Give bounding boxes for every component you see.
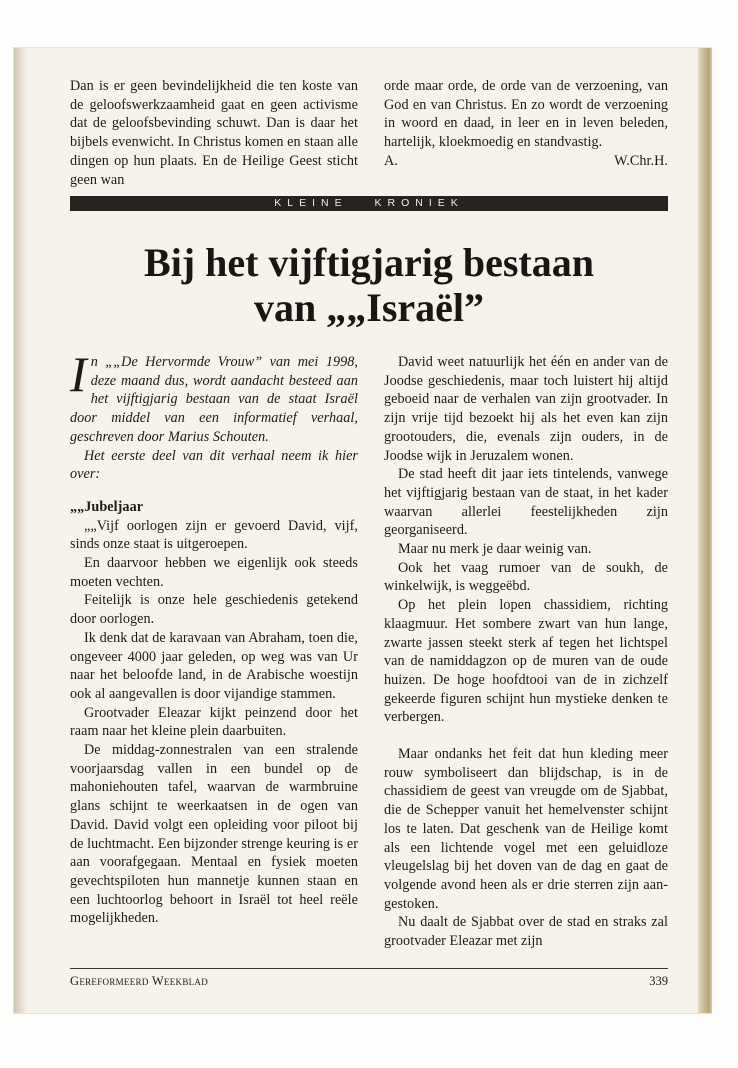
signature-line [384,152,668,171]
article-intro [70,346,358,447]
footer-page-number: 339 [649,974,668,988]
right-paragraph-3: Maar nu merk je daar weinig van. [398,541,592,558]
intro-text: n „„De Hervormde Vrouw” van mei 1998, deze maand dus, wordt aandacht besteed aan het vijftigjarig bestaan van de staat Israël door middel van een informatief verhaal, geschreven door Marius Schouten. [70,354,358,445]
right-paragraph-2: De stad heeft dit jaar iets tintelends, vanwege het vijftigjarig bestaan van de staat, in het kader waarvan allerlei feestelijkheden zijn georganiseerd. [384,466,668,539]
footer-publication: Gereformeerd Weekblad [70,974,209,988]
left-paragraph-6: De middag-zonnestralen van een stralende voorjaarsdag vallen in een bundel op de mahoniehouten tafel, waarvan de warmbruine glans schijnt te weerkaatsen in de ogen van David. David volgt een opleiding voor piloot bij de luchtmacht. Een bijzonder strenge keuring is er aan voorafgegaan. Mentaal en fysiek moeten gevechtspiloten hun mannetje kunnen staan en een luchtoorlog behoort in Israël tot heel reële mogelijkheden. [70,742,358,927]
article-right-column [384,353,668,951]
right-paragraph-7: Nu daalt de Sjabbat over de stad en straks zal grootvader Eleazar met zijn [384,914,668,950]
left-paragraph-5: Grootvader Eleazar kijkt peinzend door het raam naar het kleine plein daarbuiten. [70,704,358,740]
article-subhead: „„Jubeljaar [70,498,144,515]
right-paragraph-6: Maar ondanks het feit dat hun kleding meer rouw symboliseert dan blijdschap, is in de chassidiem de geest van vreugde om de Sjabbat, die de Schepper vanuit het hemelvenster schijnt los te laten. Dat geschenk van de Heilige komt als een lichtende vogel met een geluidloze vleugelslag bij het doven van de dag en gaat de volgende avond heen als er drie sterren zijn aangestoken. [384,746,668,912]
signature-author: W.Chr.H. [614,152,668,169]
right-paragraph-4: Ook het vaag rumoer van de soukh, de winkelwijk, is weggeëbd. [384,559,668,595]
footer-rule [70,968,668,969]
top-right-paragraph: orde maar orde, de orde van de verzoening, van God en van Christus. En zo wordt de verzoening in woord en daad, in leer en in leven beleden, hartelijk, kloekmoedig en standvastig. [384,78,668,151]
page-edge-stack [698,48,712,1013]
right-paragraph-1: David weet natuurlijk het één en ander van de Joodse geschiedenis, maar toch luistert hij altijd geboeid naar de verhalen van zijn grootvader. In zijn vrije tijd bezoekt hij als het even kan zijn grootouders, die, evenals zijn ouders, in de Joodse wijk in Jeruzalem wonen. [384,354,668,464]
right-paragraph-5: Op het plein lopen chassidiem, richting klaagmuur. Het sombere zwart van hun lange, zwarte jassen steekt sterk af tegen het lichtspel van de namiddagzon op de muren van de oude huizen. De hoge hoofdtooi van de in zichzelf gekeerde figuren schijnt hun mystieke denken te verbergen. [384,597,668,726]
top-left-column [70,77,358,189]
headline-line-2: van „„Israël” [254,285,484,330]
left-paragraph-3: Feitelijk is onze hele geschiedenis getekend door oorlogen. [70,592,358,628]
headline-line-1: Bij het vijftigjarig bestaan [144,240,594,285]
left-paragraph-2: En daarvoor hebben we eigenlijk ook steeds moeten vechten. [70,555,358,590]
page-spine-shadow [14,48,27,1013]
top-left-paragraph: Dan is er geen bevindelijkheid die ten koste van de geloofswerkzaamheid gaat en geen activisme dat de geloofsbevinding schuwt. Dan is daar het bijbels evenwicht. In Christus komen en staan alle dingen op hun plaats. En de Heilige Geest sticht geen wan [70,78,358,188]
top-right-column [384,77,668,171]
section-rubric: KLEINE KRONIEK [70,196,668,211]
article-left-column [70,346,358,928]
left-paragraph-1: „„Vijf oorlogen zijn er gevoerd David, vijf, sinds onze staat is uitgeroepen. [70,517,358,553]
article-headline [70,240,668,330]
article-intro-2: Het eerste deel van dit verhaal neem ik hier over: [70,447,358,483]
drop-cap: I [70,346,87,402]
left-paragraph-4: Ik denk dat de karavaan van Abraham, toen die, ongeveer 4000 jaar geleden, op weg was van Ur naar het beloofde land, in de Arabische woestijn ook al aangevallen is door vijandige stammen. [70,629,358,702]
signature-initial: A. [384,152,398,169]
